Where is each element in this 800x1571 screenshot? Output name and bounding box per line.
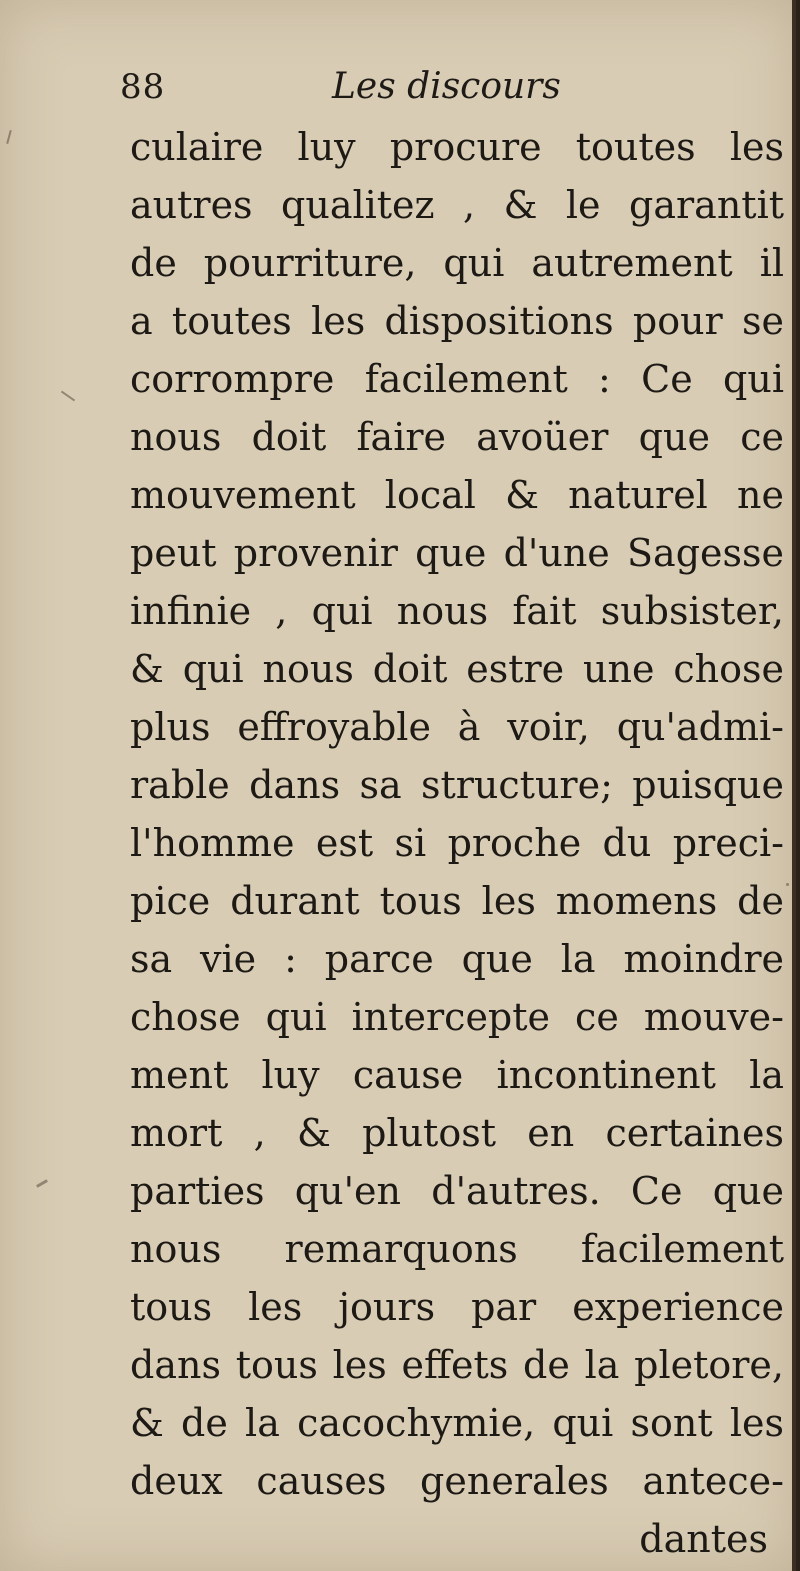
paper-speck [61, 391, 75, 402]
text-line: pice durant tous les momens de [130, 879, 784, 923]
text-line: rable dans sa structure; puisque [130, 763, 784, 807]
page-edge [792, 0, 796, 1571]
text-line: mouvement local & naturel ne [130, 473, 784, 517]
text-line: corrompre facilement : Ce qui [130, 357, 784, 401]
text-line: & de la cacochymie, qui sont les [130, 1401, 784, 1445]
text-line: mort , & plutost en certaines [130, 1111, 784, 1155]
text-line: dans tous les effets de la pletore, [130, 1343, 784, 1387]
body-text [130, 118, 784, 1568]
text-line: sa vie : parce que la moindre [130, 937, 784, 981]
text-line: nous doit faire avoüer que ce [130, 415, 784, 459]
text-line: & qui nous doit estre une chose [130, 647, 784, 691]
text-line: parties qu'en d'autres. Ce que [130, 1169, 784, 1213]
text-line: deux causes generales antece- [130, 1459, 784, 1503]
text-line: tous les jours par experience [130, 1285, 784, 1329]
text-line: nous remarquons facilement [130, 1227, 784, 1271]
text-line: ment luy cause incontinent la [130, 1053, 784, 1097]
text-line: plus effroyable à voir, qu'admi- [130, 705, 784, 749]
text-line: autres qualitez , & le garantit [130, 183, 784, 227]
paper-speck [6, 130, 12, 144]
catchword: dantes [639, 1517, 768, 1561]
text-line: chose qui intercepte ce mouve- [130, 995, 784, 1039]
paper-speck [36, 1179, 48, 1188]
paper-speck [786, 883, 789, 886]
text-line: infinie , qui nous fait subsister, [130, 589, 784, 633]
text-line: a toutes les dispositions pour se [130, 299, 784, 343]
text-line: de pourriture, qui autrement il [130, 241, 784, 285]
page-number: 88 [120, 67, 166, 107]
text-line: culaire luy procure toutes les [130, 125, 784, 169]
text-line: l'homme est si proche du preci- [130, 821, 784, 865]
page-header [120, 62, 760, 112]
running-title: Les discours [332, 66, 561, 107]
text-line: peut provenir que d'une Sagesse [130, 531, 784, 575]
